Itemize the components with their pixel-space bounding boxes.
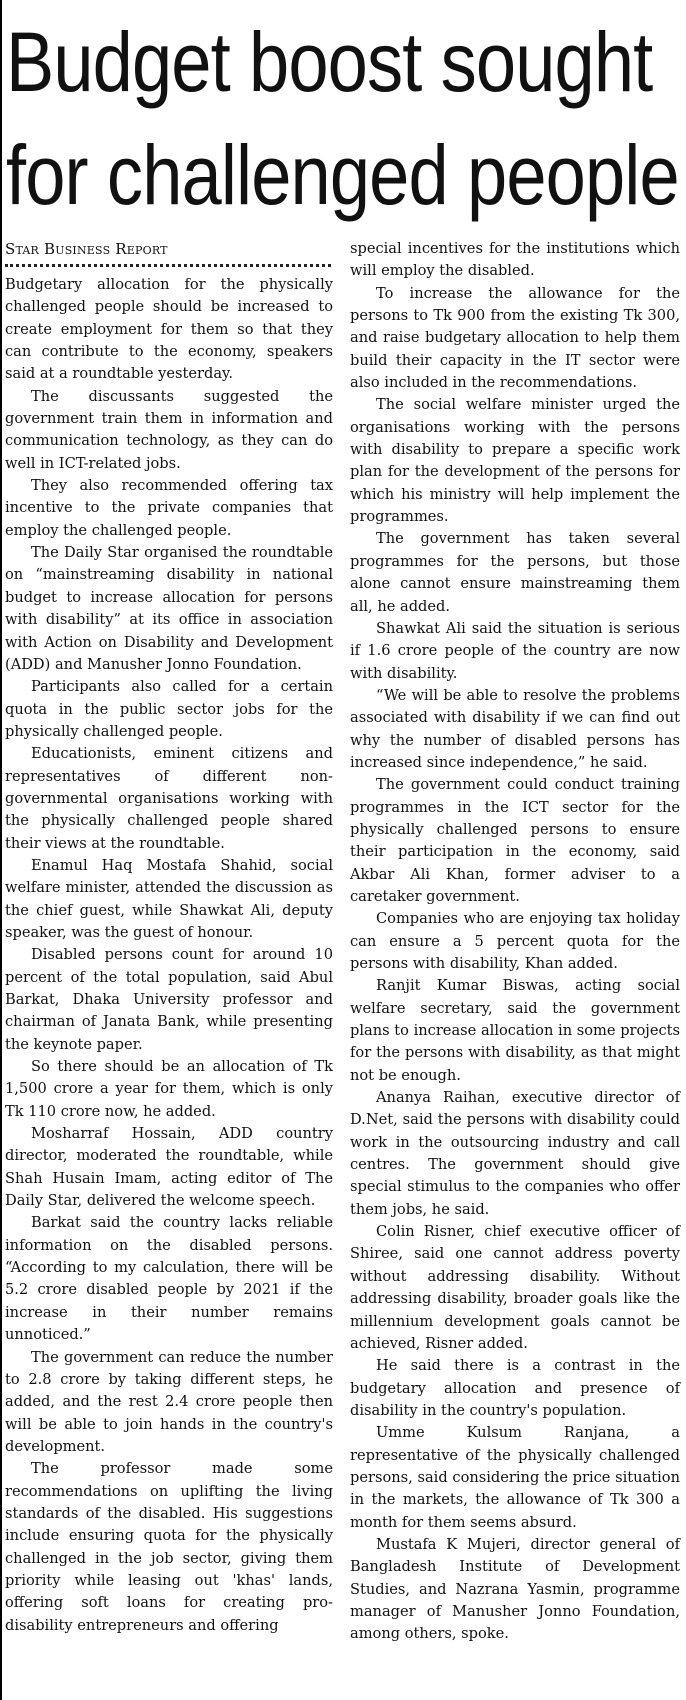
article-paragraph: He said there is a contrast in the budgetary allocation and presence of disability in the country's population. [350, 1357, 680, 1419]
article-paragraph: special incentives for the institutions which will employ the disabled. [350, 240, 680, 280]
article-paragraph: “We will be able to resolve the problems associated with disability if we can find out why the number of disabled persons has increased since independence,” he said. [350, 686, 680, 771]
article-paragraph: Shawkat Ali said the situation is serious if 1.6 crore people of the country are now with disability. [350, 619, 680, 682]
article-paragraph: The social welfare minister urged the organisations working with the persons with disability to prepare a specific work plan for the development of the persons for which his ministry will help implement the programmes. [350, 396, 680, 526]
article-paragraph: So there should be an allocation of Tk 1,500 crore a year for them, which is only Tk 110 crore now, he added. [5, 1058, 333, 1120]
headline-line-1: Budget boost sought [6, 15, 653, 109]
headline-line-2: for challenged people [6, 128, 679, 222]
article-column-left [5, 238, 333, 1637]
byline: Star Business Report [5, 240, 168, 258]
article-paragraph: Ranjit Kumar Biswas, acting social welfare secretary, said the government plans to increase allocation in some projects for the persons with disability, as that might not be enough. [350, 977, 680, 1084]
article-paragraph: Enamul Haq Mostafa Shahid, social welfare minister, attended the discussion as the chief guest, while Shawkat Ali, deputy speaker, was the guest of honour. [5, 856, 333, 941]
article-paragraph: Umme Kulsum Ranjana, a representative of the physically challenged persons, said considering the price situation in the markets, the allowance of Tk 300 a month for them seems absurd. [350, 1424, 680, 1531]
article-paragraph: Mosharraf Hossain, ADD country director, moderated the roundtable, while Shah Husain Imam, acting editor of The Daily Star, delivered the welcome speech. [5, 1125, 333, 1210]
article-column-right [350, 238, 680, 1646]
article-paragraph: Companies who are enjoying tax holiday can ensure a 5 percent quota for the persons with disability, Khan added. [350, 910, 680, 972]
article-paragraph: The government could conduct training programmes in the ICT sector for the physically challenged persons to ensure their participation in the economy, said Akbar Ali Khan, former adviser to a caretaker government. [350, 776, 680, 905]
article-paragraph: The government can reduce the number to 2.8 crore by taking different steps, he added, and the rest 2.4 crore people then will be able to join hands in the country's development. [5, 1348, 333, 1455]
article-paragraph: Colin Risner, chief executive officer of Shiree, said one cannot address poverty without addressing disability. Without addressing disability, broader goals like the millennium development goals cannot be achieved, Risner added. [350, 1223, 680, 1352]
article-paragraph: Barkat said the country lacks reliable information on the disabled persons. “According to my calculation, there will be 5.2 crore disabled people by 2021 if the increase in their number remains unnoticed.” [5, 1214, 333, 1344]
article-paragraph: Participants also called for a certain quota in the public sector jobs for the physically challenged people. [5, 678, 333, 740]
headline [6, 6, 679, 232]
article-paragraph: The professor made some recommendations on uplifting the living standards of the disabled. His suggestions include ensuring quota for the physically challenged in the job sector, giving them priority while leasing out 'khas' lands, offering soft loans for creating pro-disability entrepreneurs and offering [5, 1460, 333, 1634]
article-paragraph: Ananya Raihan, executive director of D.Net, said the persons with disability could work in the outsourcing industry and call centres. The government should give special stimulus to the companies who offer them jobs, he said. [350, 1089, 680, 1218]
article-paragraph: To increase the allowance for the persons to Tk 900 from the existing Tk 300, and raise budgetary allocation to help them build their capacity in the IT sector were also included in the recommendations. [350, 284, 680, 392]
article-paragraph: The discussants suggested the government train them in information and communication technology, as they can do well in ICT-related jobs. [5, 387, 333, 472]
article-paragraph: Budgetary allocation for the physically challenged people should be increased to create employment for them so that they can contribute to the economy, speakers said at a roundtable yesterday. [5, 276, 333, 383]
byline-divider [5, 262, 331, 267]
article-paragraph: The Daily Star organised the roundtable on “mainstreaming disability in national budget to increase allocation for persons with disability” at its office in association with Action on Disability and Development (ADD) and Manusher Jonno Foundation. [5, 544, 333, 673]
article-paragraph: Mustafa K Mujeri, director general of Bangladesh Institute of Development Studies, and Nazrana Yasmin, programme manager of Manusher Jonno Foundation, among others, spoke. [350, 1535, 680, 1643]
article-paragraph: Educationists, eminent citizens and representatives of different non-governmental organisations working with the physically challenged people shared their views at the roundtable. [5, 745, 333, 852]
article-paragraph: Disabled persons count for around 10 percent of the total population, said Abul Barkat, Dhaka University professor and chairman of Janata Bank, while presenting the keynote paper. [5, 946, 333, 1053]
article-paragraph: The government has taken several programmes for the persons, but those alone cannot ensure mainstreaming them all, he added. [350, 530, 680, 615]
article-paragraph: They also recommended offering tax incentive to the private companies that employ the challenged people. [5, 477, 333, 539]
